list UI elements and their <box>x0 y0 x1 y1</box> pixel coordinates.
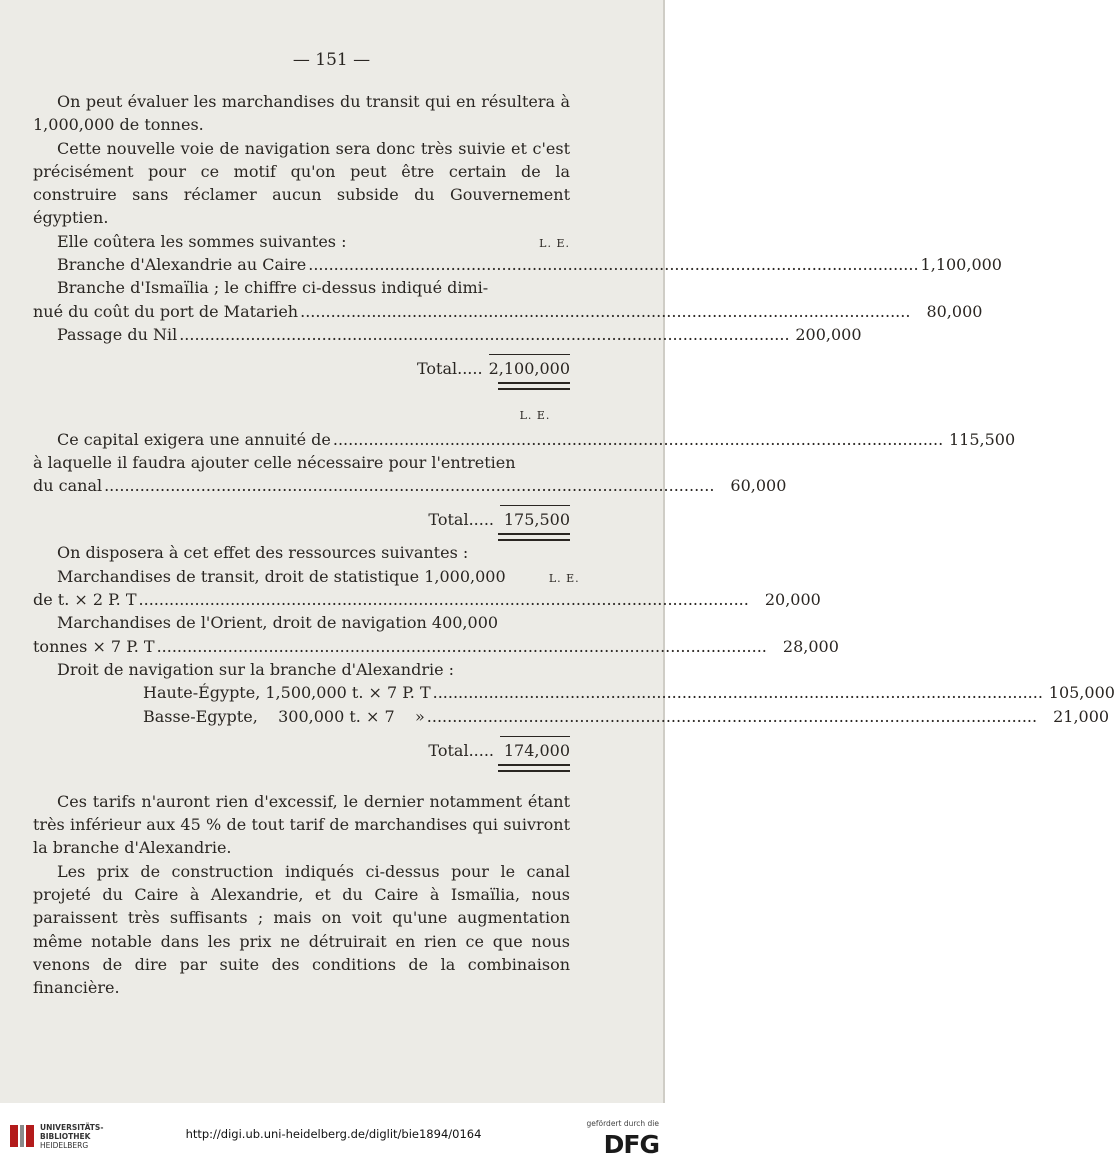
annuity-label-line1: à laquelle il faudra ajouter celle nécessaire pour l'entretien <box>33 452 516 472</box>
dot-leader: ........................................................................................................................ <box>104 476 715 496</box>
dfg-logo: DFG <box>603 1130 659 1159</box>
cost-label: Branche d'Alexandrie au Caire <box>57 255 307 275</box>
funded-by-text: gefördert durch die <box>586 1119 659 1128</box>
resource-label: tonnes × 7 P. T <box>33 636 155 656</box>
double-rule <box>498 533 570 541</box>
annuity-amount: 115,500 <box>949 429 1016 449</box>
resource-label: de t. × 2 P. T <box>33 590 137 610</box>
dot-leader: ........................................................................................................................ <box>179 324 790 344</box>
cost-row <box>33 323 862 346</box>
dot-leader: ........................................................................................................................ <box>426 706 1038 726</box>
resource-amount: 20,000 <box>764 590 821 610</box>
cost-label-line1: Branche d'Ismaïlia ; le chiffre ci-dessus indiqué dimi- <box>57 278 489 298</box>
annuity-row <box>33 428 1016 451</box>
resource-row <box>33 588 821 611</box>
dot-leader: ........................................................................................................................ <box>332 429 944 449</box>
annuity-total-row <box>33 505 570 532</box>
resources-intro-row <box>33 541 570 564</box>
dot-leader: ........................................................................................................................ <box>156 636 767 656</box>
total-label: Total..... <box>416 359 483 379</box>
resource-amount: 21,000 <box>1053 706 1110 726</box>
library-name: UNIVERSITÄTS- BIBLIOTHEK HEIDELBERG <box>40 1123 104 1150</box>
page-body <box>33 90 1115 1000</box>
resource-label: Basse-Egypte, 300,000 t. × 7 » <box>143 706 425 726</box>
resource-label: Haute-Égypte, 1,500,000 t. × 7 P. T <box>143 683 431 703</box>
annuity-amount: 60,000 <box>730 476 787 496</box>
resource-amount: 28,000 <box>782 636 839 656</box>
annuity-row-line1 <box>33 451 570 474</box>
resources-intro: On disposera à cet effet des ressources suivantes : <box>57 543 469 563</box>
total-label: Total..... <box>428 740 494 760</box>
permalink-url[interactable]: http://digi.ub.uni-heidelberg.de/diglit/bie1894/0164 <box>185 1127 482 1141</box>
cost-row-line1 <box>33 276 570 299</box>
paragraph-tariffs: Ces tarifs n'auront rien d'excessif, le dernier notamment étant très inférieur aux 45 % de tout tarif de marchandises qui suivront la branche d'Alexandrie. <box>33 791 570 858</box>
dot-leader: ........................................................................................................................ <box>308 255 919 275</box>
annuity-label: du canal <box>33 476 103 496</box>
cost-amount: 80,000 <box>926 301 983 321</box>
costs-intro: Elle coûtera les sommes suivantes : <box>57 231 347 251</box>
annuity-label: Ce capital exigera une annuité de <box>57 429 331 449</box>
dot-leader: ........................................................................................................................ <box>432 683 1043 703</box>
paragraph-transit: On peut évaluer les marchandises du transit qui en résultera à 1,000,000 de tonnes. <box>33 92 570 135</box>
annuity-total: 175,500 <box>500 505 570 531</box>
resources-total-row <box>33 736 570 763</box>
resource-row <box>33 681 1115 704</box>
annuity-unit-row <box>33 404 570 427</box>
double-rule <box>498 382 570 390</box>
annuity-row <box>33 474 787 497</box>
cost-label: nué du coût du port de Matarieh <box>33 301 299 321</box>
costs-total-row <box>33 354 570 381</box>
resources-total: 174,000 <box>500 736 570 762</box>
cost-amount: 200,000 <box>795 324 862 344</box>
resource-row-line1 <box>33 658 570 681</box>
resource-label-line1: Droit de navigation sur la branche d'Alexandrie : <box>57 659 455 679</box>
costs-total: 2,100,000 <box>489 354 570 380</box>
viewer-footer <box>0 1103 667 1163</box>
resource-row-line1 <box>33 611 570 634</box>
cost-label: Passage du Nil <box>57 324 178 344</box>
cost-amount: 1,100,000 <box>920 255 1002 275</box>
total-label: Total..... <box>428 510 494 530</box>
resource-amount: 105,000 <box>1048 683 1115 703</box>
resources-unit: L. E. <box>548 571 580 585</box>
resource-row <box>33 635 839 658</box>
annuity-unit: L. E. <box>519 409 551 423</box>
resource-label-line1: Marchandises de transit, droit de statistique 1,000,000 <box>57 566 506 586</box>
dot-leader: ........................................................................................................................ <box>138 590 749 610</box>
double-rule <box>498 764 570 772</box>
paragraph-navigation: Cette nouvelle voie de navigation sera donc très suivie et c'est précisément pour ce motif qu'on peut être certain de la construire sans réclamer aucun subside du Gouvernement égyptien. <box>33 138 570 228</box>
resource-row <box>33 705 1110 728</box>
paragraph-construction: Les prix de construction indiqués ci-dessus pour le canal projeté du Caire à Alexandrie, et du Caire à Ismaïlia, nous paraissent très suffisants ; mais on voit qu'une augmentation même notable dans les prix ne détruirait en rien ce que nous venons de dire par suite des conditions de la combinaison financière. <box>33 861 570 998</box>
cost-row <box>33 300 983 323</box>
resource-row-line1 <box>33 565 580 588</box>
cost-row <box>33 253 1002 276</box>
costs-unit: L. E. <box>539 236 570 250</box>
resource-label-line1: Marchandises de l'Orient, droit de navigation 400,000 <box>57 613 499 633</box>
dot-leader: ........................................................................................................................ <box>300 301 911 321</box>
page-number: — 151 — <box>292 50 371 70</box>
costs-intro-row <box>33 230 570 253</box>
